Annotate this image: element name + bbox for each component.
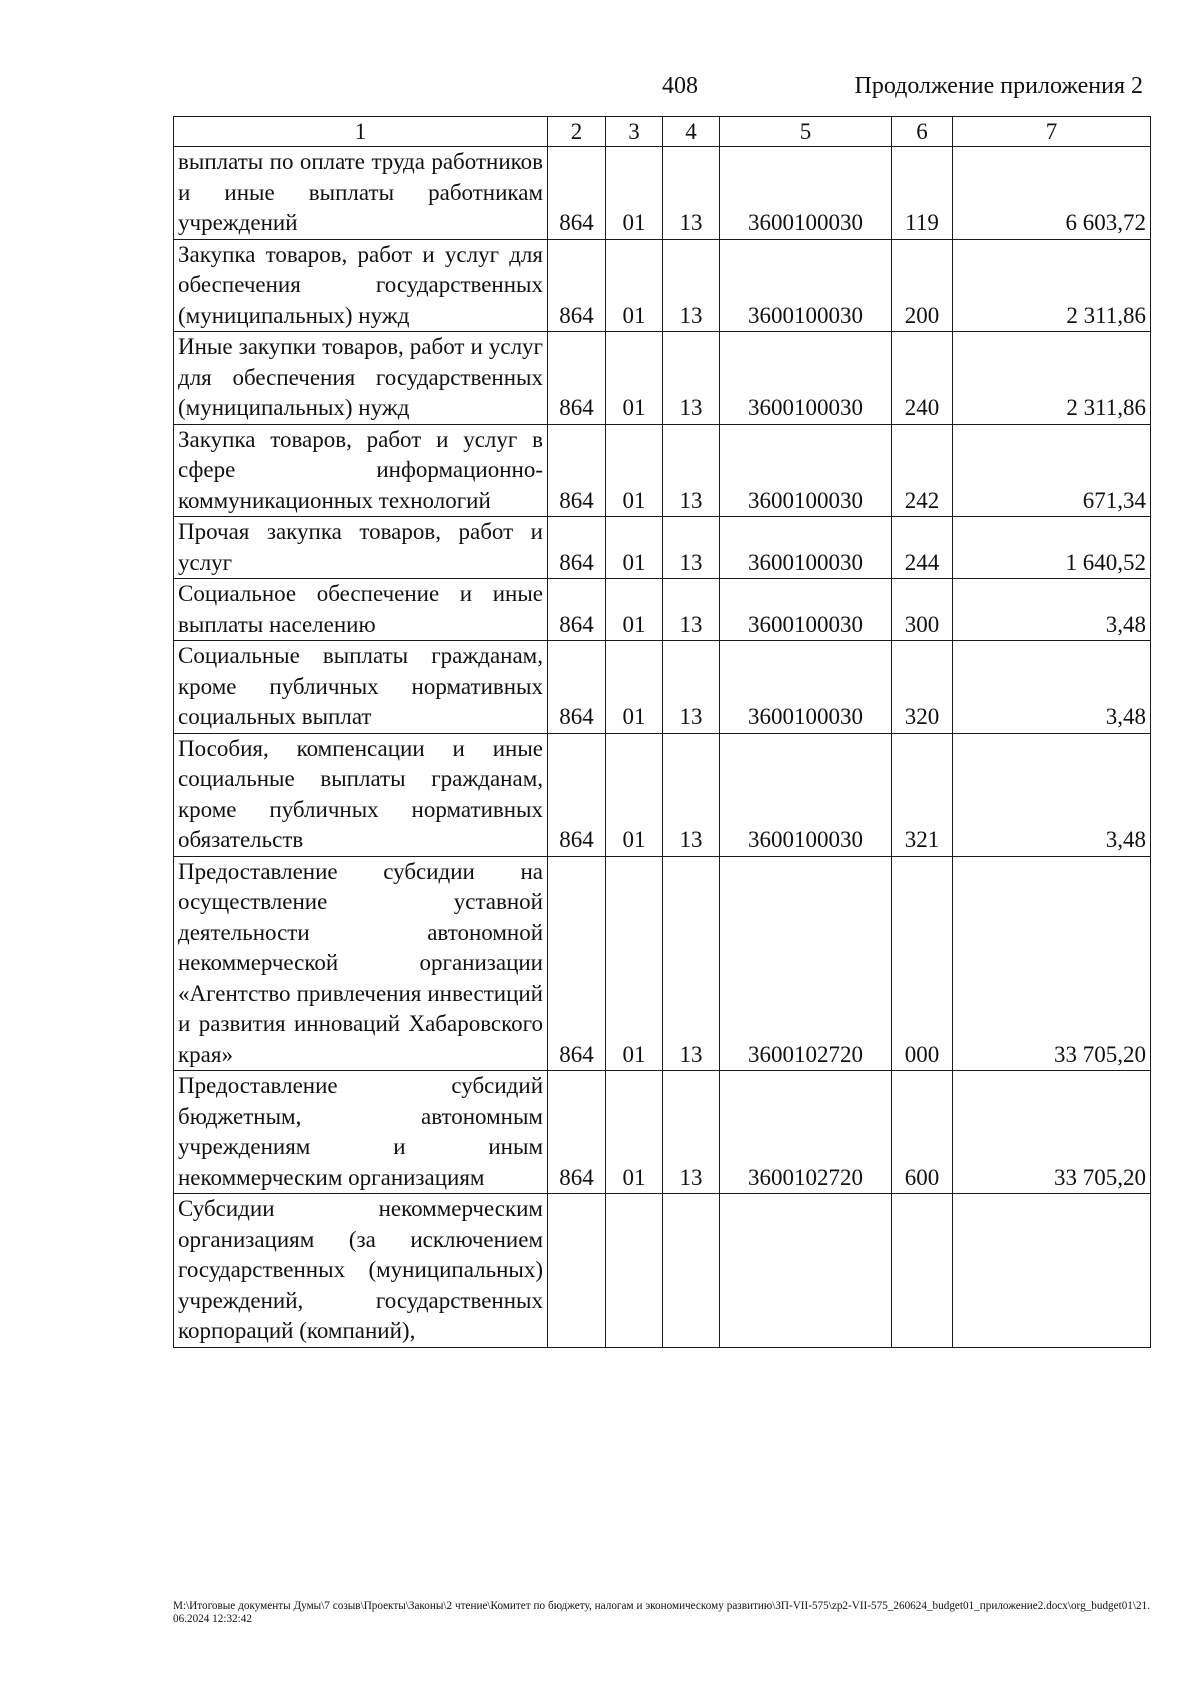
cell-amount: 2 311,86 [953, 332, 1151, 425]
row-description: Социальные выплаты гражданам, кроме публичных нормативных социальных выплат [174, 641, 548, 734]
cell-subsection: 13 [663, 733, 720, 856]
column-header: 4 [663, 117, 720, 147]
row-description: Субсидии некоммерческим организациям (за исключением государственных (муниципальных) учреждений, государственных корпораций (компаний), [174, 1194, 548, 1348]
budget-table [173, 116, 1151, 1348]
row-description: Прочая закупка товаров, работ и услуг [174, 517, 548, 579]
cell-subsection: 13 [663, 239, 720, 332]
column-header: 7 [953, 117, 1151, 147]
row-description: Предоставление субсидии на осуществление уставной деятельности автономной некоммерческой организации «Агентство привлечения инвестиций и развития инноваций Хабаровского края» [174, 856, 548, 1071]
cell-section: 01 [606, 424, 663, 517]
page-number: 408 [662, 73, 698, 99]
cell-admin-code: 864 [548, 147, 606, 240]
cell-admin-code: 864 [548, 517, 606, 579]
cell-target-article: 3600100030 [720, 579, 892, 641]
cell-amount: 1 640,52 [953, 517, 1151, 579]
cell-subsection: 13 [663, 424, 720, 517]
cell-section: 01 [606, 1071, 663, 1194]
cell-amount: 33 705,20 [953, 856, 1151, 1071]
table-row [174, 517, 1151, 579]
cell-amount: 2 311,86 [953, 239, 1151, 332]
cell-expense-type [892, 1194, 953, 1348]
cell-expense-type: 600 [892, 1071, 953, 1194]
table-row [174, 332, 1151, 425]
cell-admin-code: 864 [548, 1071, 606, 1194]
cell-target-article: 3600100030 [720, 239, 892, 332]
cell-admin-code: 864 [548, 733, 606, 856]
cell-target-article: 3600100030 [720, 517, 892, 579]
cell-subsection: 13 [663, 641, 720, 734]
cell-subsection: 13 [663, 517, 720, 579]
cell-section: 01 [606, 239, 663, 332]
cell-target-article: 3600102720 [720, 856, 892, 1071]
table-row [174, 1194, 1151, 1348]
cell-target-article: 3600100030 [720, 424, 892, 517]
table-row [174, 147, 1151, 240]
table-row [174, 856, 1151, 1071]
row-description: выплаты по оплате труда работников и иные выплаты работникам учреждений [174, 147, 548, 240]
file-path-footer: М:\Итоговые документы Думы\7 созыв\Проекты\Законы\2 чтение\Комитет по бюджету, налогам и экономическому развитию\ЗП-VII-575\zp2-VII-575_260624_budget01_приложение2.docx\org_budget01\21.06.2024 12:32:42 [173, 1600, 1150, 1625]
cell-admin-code: 864 [548, 641, 606, 734]
cell-admin-code: 864 [548, 239, 606, 332]
row-description: Закупка товаров, работ и услуг для обеспечения государственных (муниципальных) нужд [174, 239, 548, 332]
cell-amount: 6 603,72 [953, 147, 1151, 240]
cell-section: 01 [606, 641, 663, 734]
column-header: 2 [548, 117, 606, 147]
cell-target-article: 3600100030 [720, 733, 892, 856]
header-row [174, 117, 1151, 147]
cell-admin-code: 864 [548, 332, 606, 425]
cell-admin-code: 864 [548, 856, 606, 1071]
cell-target-article: 3600100030 [720, 641, 892, 734]
cell-subsection [663, 1194, 720, 1348]
table-row [174, 424, 1151, 517]
row-description: Иные закупки товаров, работ и услуг для обеспечения государственных (муниципальных) нужд [174, 332, 548, 425]
cell-target-article: 3600100030 [720, 147, 892, 240]
cell-target-article: 3600102720 [720, 1071, 892, 1194]
cell-section: 01 [606, 517, 663, 579]
cell-subsection: 13 [663, 1071, 720, 1194]
cell-section: 01 [606, 733, 663, 856]
table-row [174, 579, 1151, 641]
table-row [174, 641, 1151, 734]
column-header: 6 [892, 117, 953, 147]
column-header: 5 [720, 117, 892, 147]
cell-section: 01 [606, 579, 663, 641]
cell-section: 01 [606, 332, 663, 425]
cell-admin-code: 864 [548, 424, 606, 517]
table-row [174, 239, 1151, 332]
cell-amount: 33 705,20 [953, 1071, 1151, 1194]
cell-section [606, 1194, 663, 1348]
cell-admin-code [548, 1194, 606, 1348]
cell-expense-type: 200 [892, 239, 953, 332]
continuation-label: Продолжение приложения 2 [854, 73, 1143, 99]
column-header: 3 [606, 117, 663, 147]
cell-expense-type: 320 [892, 641, 953, 734]
row-description: Социальное обеспечение и иные выплаты населению [174, 579, 548, 641]
cell-target-article: 3600100030 [720, 332, 892, 425]
cell-section: 01 [606, 856, 663, 1071]
cell-subsection: 13 [663, 579, 720, 641]
cell-target-article [720, 1194, 892, 1348]
cell-expense-type: 300 [892, 579, 953, 641]
cell-subsection: 13 [663, 332, 720, 425]
cell-amount: 671,34 [953, 424, 1151, 517]
column-header: 1 [174, 117, 548, 147]
cell-expense-type: 119 [892, 147, 953, 240]
cell-amount: 3,48 [953, 579, 1151, 641]
cell-amount: 3,48 [953, 641, 1151, 734]
cell-amount [953, 1194, 1151, 1348]
cell-subsection: 13 [663, 147, 720, 240]
cell-subsection: 13 [663, 856, 720, 1071]
row-description: Закупка товаров, работ и услуг в сфере информационно-коммуникационных технологий [174, 424, 548, 517]
cell-expense-type: 000 [892, 856, 953, 1071]
cell-expense-type: 242 [892, 424, 953, 517]
row-description: Предоставление субсидий бюджетным, автономным учреждениям и иным некоммерческим организациям [174, 1071, 548, 1194]
cell-expense-type: 240 [892, 332, 953, 425]
row-description: Пособия, компенсации и иные социальные выплаты гражданам, кроме публичных нормативных обязательств [174, 733, 548, 856]
cell-amount: 3,48 [953, 733, 1151, 856]
cell-admin-code: 864 [548, 579, 606, 641]
cell-section: 01 [606, 147, 663, 240]
cell-expense-type: 244 [892, 517, 953, 579]
table-row [174, 1071, 1151, 1194]
table-row [174, 733, 1151, 856]
cell-expense-type: 321 [892, 733, 953, 856]
